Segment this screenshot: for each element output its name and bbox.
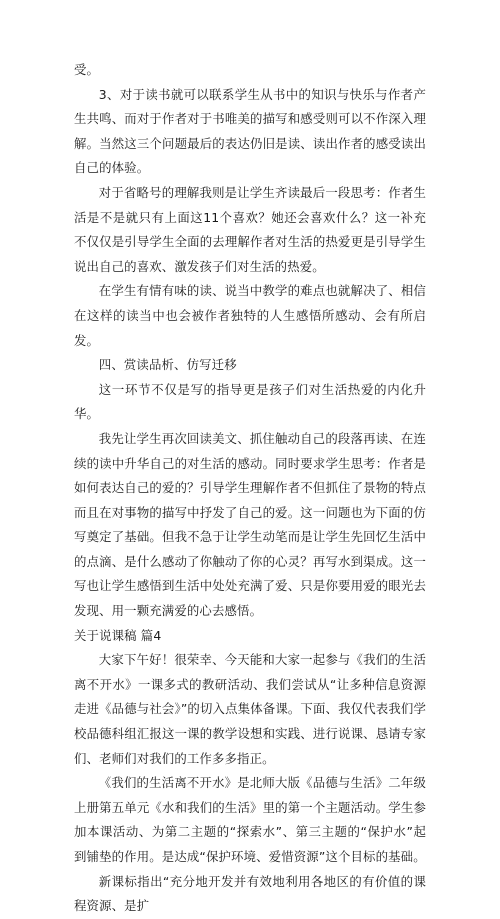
section-heading-appreciation: 四、赏读品析、仿写迁移 [98,357,237,373]
paragraph-continuation: 受。 [74,62,100,77]
paragraph-lesson-context: 《我们的生活离不开水》是北师大版《品德与生活》二年级上册第五单元《水和我们的生活》里的第一个主题活动。学生参加本课活动、为第二主题的“探索水”、第三主题的“保护水”起到铺垫的作用。是达成“保护环境、爱惜资源”这个目标的基础。 [74,775,426,864]
paragraph-greeting: 大家下午好！很荣幸、今天能和大家一起参与《我们的生活离不开水》一课多式的教研活动、我们尝试从“让多种信息资源走进《品德与社会》”的切入点集体备课。下面、我仅代表我们学校品德科组汇报这一课的教学设想和实践、进行说课、恳请专家们、老师们对我们的工作多多指正。 [74,652,426,766]
paragraph-ellipsis-understanding: 对于省略号的理解我则是让学生齐读最后一段思考：作者生活是不是就只有上面这11个喜欢？她还会喜欢什么？这一补充不仅仅是引导学生全面的去理解作者对生活的热爱更是引导学生说出自己的喜欢、激发孩子们对生活的热爱。 [74,184,426,274]
paragraph-difficulty-solved: 在学生有情有味的读、说当中教学的难点也就解决了、相信在这样的读当中也会被作者独特的人生感悟所感动、会有所启发。 [74,283,426,348]
paragraph-writing-guidance: 这一环节不仅是写的指导更是孩子们对生活热爱的内化升华。 [74,381,426,422]
article-title-piece-4: 关于说课稿 篇4 [74,627,162,643]
paragraph-reading-point-3: 3、对于读书就可以联系学生从书中的知识与快乐与作者产生共鸣、而对于作者对于书唯美的描写和感受则可以不作深入理解。当然这三个问题最后的表达仍旧是读、读出作者的感受读出自己的体验。 [74,86,426,176]
paragraph-curriculum-standard: 新课标指出“充分地开发并有效地利用各地区的有价值的课程资源、是扩 [74,873,426,914]
paragraph-reread-and-write: 我先让学生再次回读美文、抓住触动自己的段落再读、在连续的读中升华自己的对生活的感动。同时要求学生思考：作者是如何表达自己的爱的？引导学生理解作者不但抓住了景物的特点而且在对事物的描写中抒发了自己的爱。这一问题也为下面的仿写奠定了基础。但我不急于让学生动笔而是让学生先回忆生活中的点滴、是什么感动了你触动了你的心灵？再写水到渠成。这一写也让学生感悟到生活中处处充满了爱、只是你要用爱的眼光去发现、用一颗充满爱的心去感悟。 [74,430,426,619]
